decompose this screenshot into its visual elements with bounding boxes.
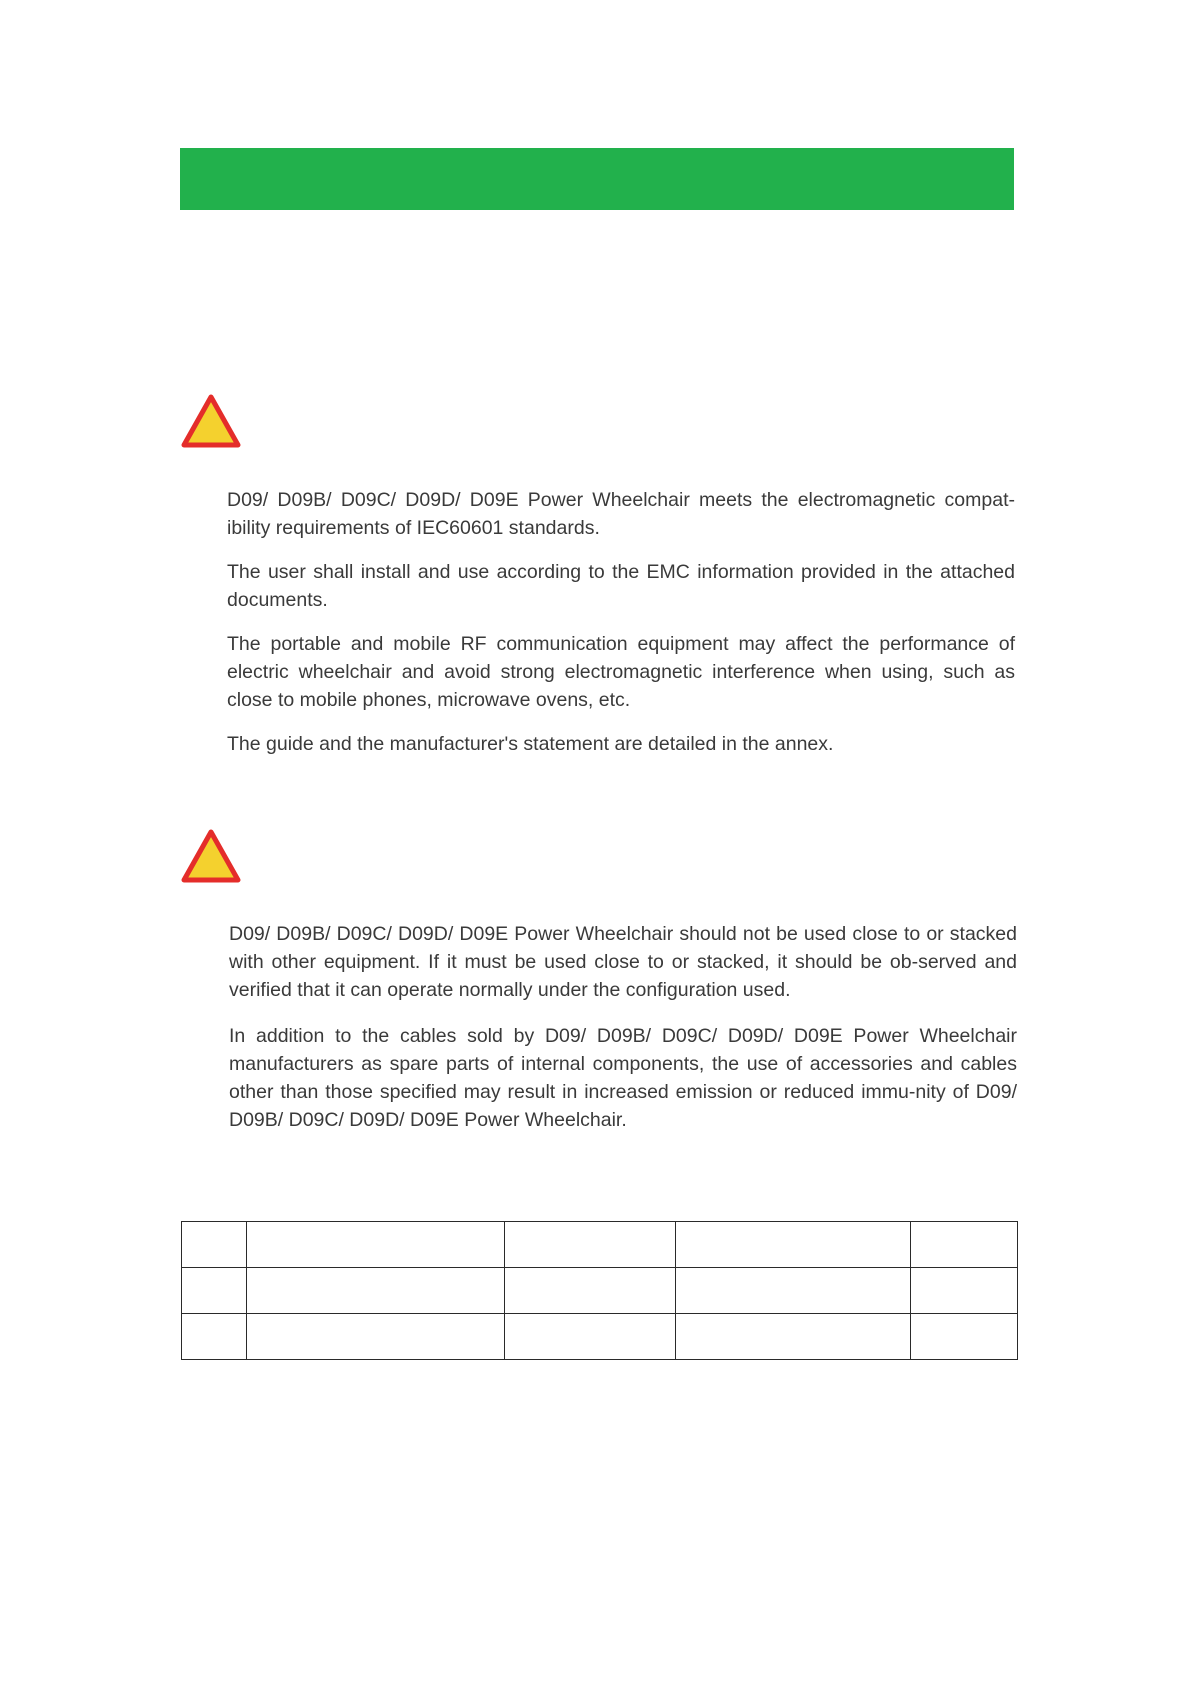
warning-section-emc	[227, 486, 1015, 774]
paragraph: The portable and mobile RF communication equipment may affect the performance of electric wheelchair and avoid strong electromagnetic interference when using, such as close to mobile phones, microwave ovens, etc.	[227, 633, 1015, 711]
table-cell	[676, 1222, 911, 1268]
paragraph: The user shall install and use according to the EMC information provided in the attached documents.	[227, 561, 1015, 611]
warning-triangle-icon	[181, 394, 241, 448]
table-cell	[505, 1314, 676, 1360]
table-cell	[505, 1222, 676, 1268]
paragraph: The guide and the manufacturer's statement are detailed in the annex.	[227, 733, 834, 755]
table-cell	[505, 1268, 676, 1314]
table-cell	[182, 1268, 247, 1314]
table-cell	[182, 1222, 247, 1268]
warning-section-stacking	[229, 920, 1017, 1152]
table-cell	[247, 1222, 505, 1268]
paragraph: In addition to the cables sold by D09/ D09B/ D09C/ D09D/ D09E Power Wheelchair manufacturers as spare parts of internal components, the use of accessories and cables other than those specified may result in increased emission or reduced immu-nity of D09/ D09B/ D09C/ D09D/ D09E Power Wheelchair.	[229, 1025, 1017, 1131]
table-cell	[911, 1268, 1018, 1314]
table-row	[182, 1314, 1018, 1360]
table-row	[182, 1268, 1018, 1314]
table-cell	[676, 1268, 911, 1314]
warning-triangle-icon	[181, 829, 241, 883]
table-cell	[247, 1314, 505, 1360]
table-cell	[182, 1314, 247, 1360]
paragraph: D09/ D09B/ D09C/ D09D/ D09E Power Wheelchair meets the electromagnetic compat-ibility requirements of IEC60601 standards.	[227, 489, 1015, 539]
paragraph: D09/ D09B/ D09C/ D09D/ D09E Power Wheelchair should not be used close to or stacked with other equipment. If it must be used close to or stacked, it should be ob-served and verified that it can operate normally under the configuration used.	[229, 923, 1017, 1001]
empty-table	[181, 1221, 1018, 1360]
table-cell	[676, 1314, 911, 1360]
table-cell	[911, 1314, 1018, 1360]
table-cell	[247, 1268, 505, 1314]
header-bar	[180, 148, 1014, 210]
table-cell	[911, 1222, 1018, 1268]
table-row	[182, 1222, 1018, 1268]
